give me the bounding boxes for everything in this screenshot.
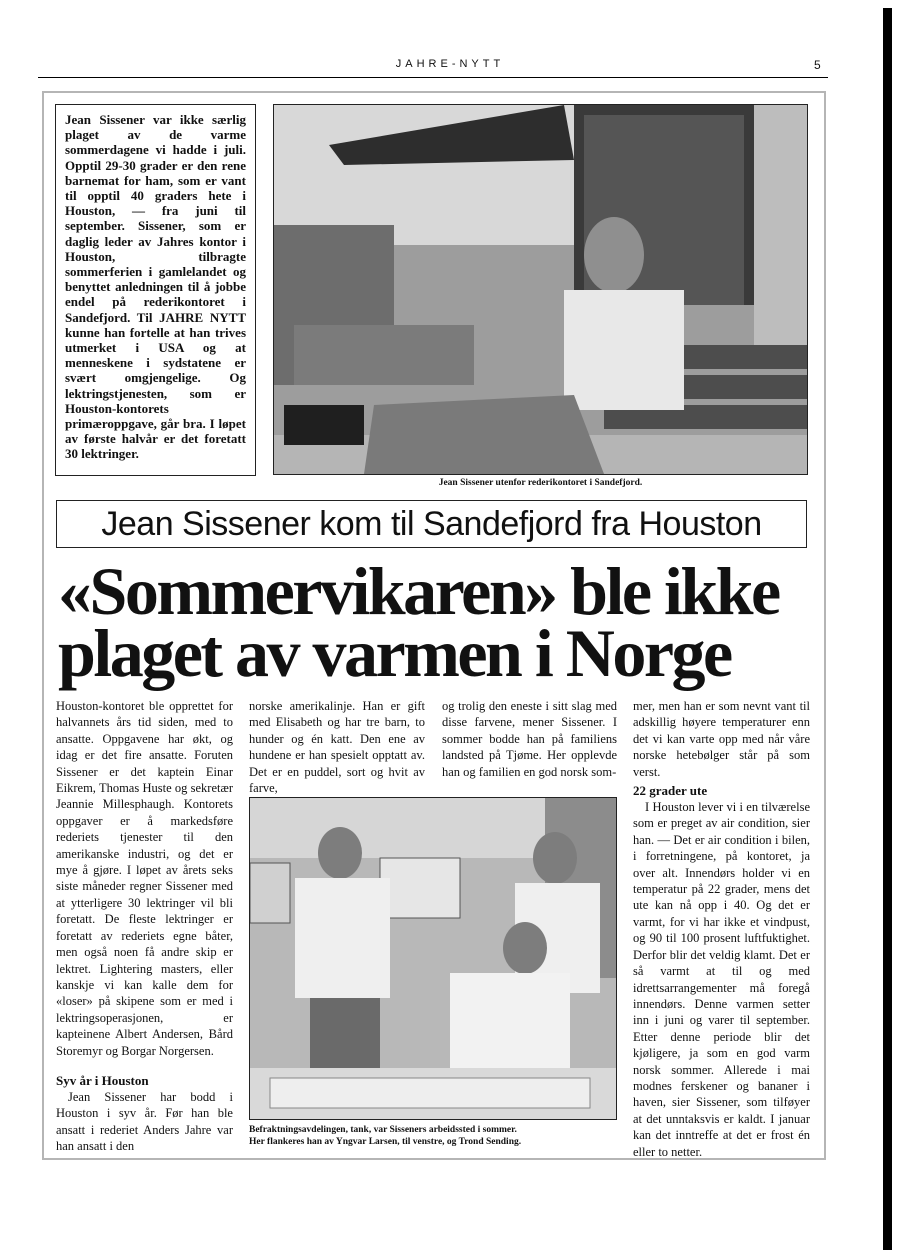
subhead-22-grader: 22 grader ute xyxy=(633,783,708,799)
kicker-headline: Jean Sissener kom til Sandefjord fra Houston xyxy=(56,500,807,548)
page-edge-bar xyxy=(883,8,892,1250)
photo-office-three-men xyxy=(249,797,617,1120)
photo2-caption-line-2: Her flankeres han av Yngvar Larsen, til venstre, og Trond Sending. xyxy=(249,1137,522,1147)
photo2-caption xyxy=(249,1124,621,1148)
main-headline xyxy=(58,553,818,691)
headline-line-2: plaget av varmen i Norge xyxy=(58,615,731,691)
article-column-3 xyxy=(442,698,617,780)
column4-paragraph-1: mer, men han er som nevnt vant til adskillig høyere temperaturer enn det vi kan varte opp med når våre norske hetebølger står på som verst. xyxy=(633,699,810,779)
header-rule xyxy=(38,77,828,78)
column1-paragraph-2: Jean Sissener har bodd i Houston i syv år. Før han ble ansatt i rederiet Anders Jahre var han ansatt i den xyxy=(56,1089,233,1154)
photo2-caption-line-1: Befraktningsavdelingen, tank, var Sisseners arbeidssted i sommer. xyxy=(249,1125,517,1135)
article-column-2 xyxy=(249,698,425,796)
column3-paragraph: og trolig den eneste i sitt slag med disse farvene, mener Sissener. I sommer bodde han på familiens landsted på Tjøme. Her opplevde han og familien en god norsk som- xyxy=(442,699,617,779)
photo1-caption: Jean Sissener utenfor rederikontoret i Sandefjord. xyxy=(438,478,643,488)
headline-line-1: «Sommervikaren» ble ikke xyxy=(58,553,779,629)
column4-paragraph-2: I Houston lever vi i en tilværelse som er preget av air condition, sier han. — Det er air condition i bilen, i forretningene, på kontoret, ja over alt. Innendørs holder vi en temperatur på 22 grader, mens det ute kan nå opp i 40. Og det er varmt, for vi har ikke et vindpust, og 90 til 100 prosent luftfuktighet. Derfor blir det veldig klamt. Det er så varmt at til og med idrettsarrangementer må foregå innendørs. Denne varmen setter inn i juni og varer til september. Etter denne periode blir det kjøligere, ja som en god varm norsk sommer. Allerede i mai modnes ferskener og bananer i haven, sier Sissener, som tilføyer at det unntaksvis er kaldt. I januar kan det inntreffe at det er frost én eller to netter. xyxy=(633,800,810,1159)
article-column-1 xyxy=(56,698,233,1155)
article-column-4 xyxy=(633,698,810,1160)
photo-sissener-bench xyxy=(273,104,808,475)
running-head: JAHRE-NYTT xyxy=(395,58,505,70)
intro-box: Jean Sissener var ikke særlig plaget av de varme sommerdagene vi hadde i juli. Opptil 29-30 grader er den rene barnemat for ham, som er vant til opptil 40 graders hete i Houston, — fra juni til september. Sissener, som er daglig leder av Jahres kontor i Houston, tilbragte sommerferien i gamlelandet og benyttet anledningen til å jobbe endel på rederikontoret i Sandefjord. Til JAHRE NYTT kunne han fortelle at han trives utmerket i USA og at menneskene i sydstatene er svært omgjengelige. Og lektringstjenesten, som er Houston-kontorets primæroppgave, går bra. I løpet av første halvår er det foretatt 30 lektringer. xyxy=(55,104,256,476)
page-number: 5 xyxy=(814,58,821,72)
subhead-syv-aar: Syv år i Houston xyxy=(56,1072,149,1088)
column2-paragraph: norske amerikalinje. Han er gift med Elisabeth og har tre barn, to hunder og én katt. Den ene av hundene er han spesielt opptatt av. Det er en puddel, sort og hvit av farve, xyxy=(249,699,425,796)
column1-paragraph-1: Houston-kontoret ble opprettet for halvannets års tid siden, med to ansatte. Oppgavene har økt, og idag er det fire ansatte. Foruten Sissener er det kaptein Einar Eikrem, Thomas Huste og sekretær Jeannie Millesphaugh. Kontorets oppgaver er å markedsføre rederiets tjenester til den amerikanske industri, og det er mye å gjøre. I løpet av årets seks siste måneder regner Sissener med at ytterligere 30 lektringer vil bli foretatt. De fleste lektringer er foretatt av rederiets egne båter, men også noen få andre skip er lektret. Lightering masters, eller kanskje vi kan kalle dem for «loser» på skipene som er med i lektringsoperasjonen, er kapteinene Albert Andersen, Bård Storemyr og Borgar Norgersen. xyxy=(56,699,233,1058)
